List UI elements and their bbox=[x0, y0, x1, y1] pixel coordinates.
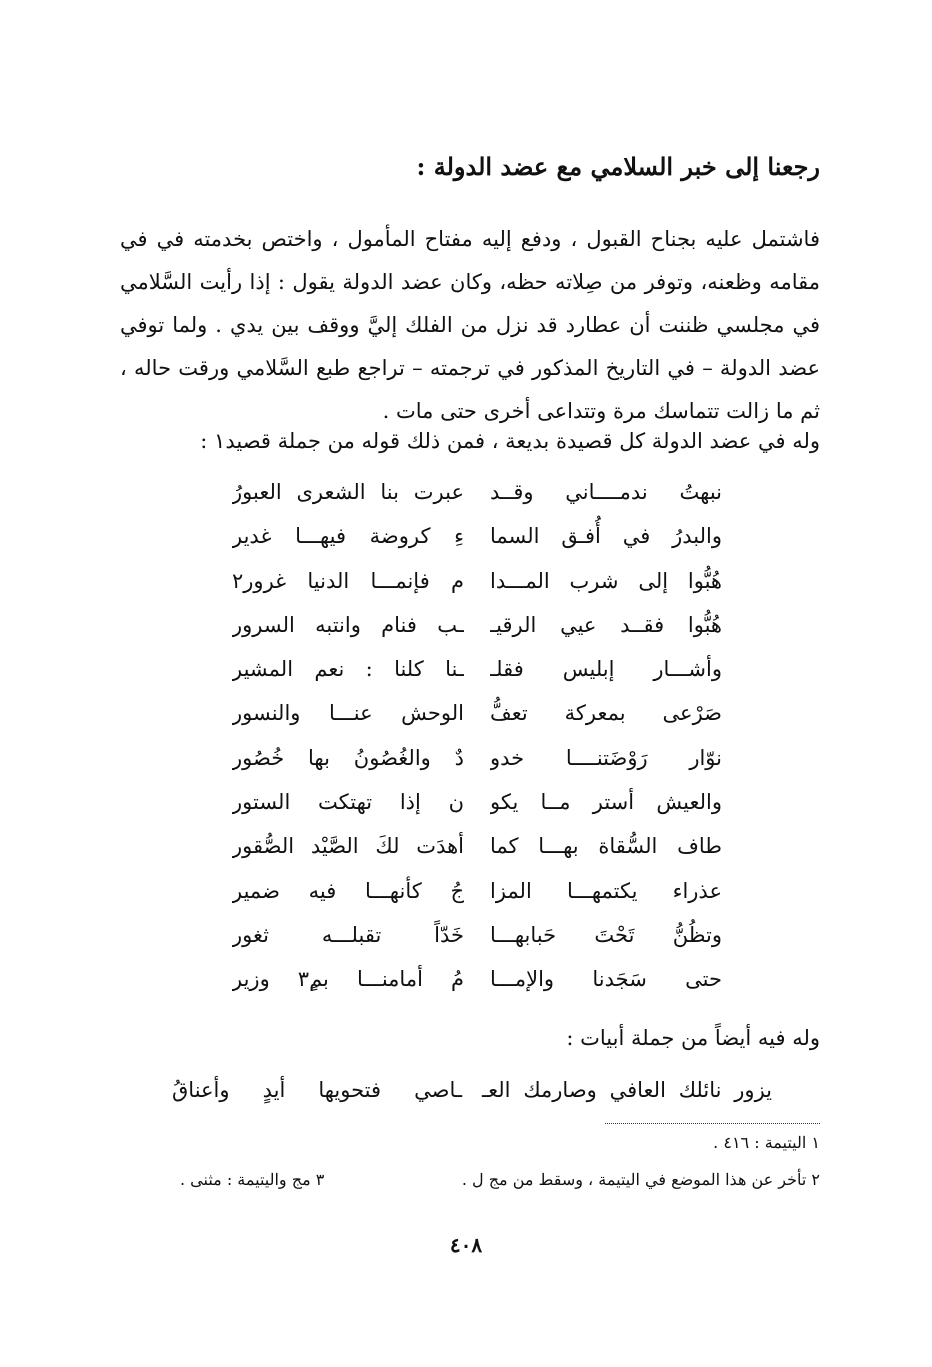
footnote-3: ٣ مج واليتيمة : مثنى . bbox=[180, 1170, 325, 1189]
footnote-2: ٢ تأخر عن هذا الموضع في اليتيمة ، وسقط من مج ل . bbox=[461, 1170, 820, 1189]
verse-second-hemistich: جُ كأنهـــا فيه ضمير bbox=[232, 878, 464, 903]
paragraph-3: وله فيه أيضاً من جملة أبيات : bbox=[566, 1026, 820, 1050]
verse-line bbox=[232, 824, 722, 868]
verse-second-hemistich: ءِ كروضة فيهـــا غدير bbox=[232, 524, 464, 549]
paragraph-1: فاشتمل عليه بجناح القبول ، ودفع إليه مفتاح المأمول ، واختص بخدمته في في مقامه وظعنه، وتوفر من صِلاته حظه، وكان عضد الدولة يقول : إذا رأيت السَّلامي في مجلسي ظننت أن عطارد قد نزل من الفلك إليَّ ووقف بين يدي . ولما توفي عضد الدولة – في التاريخ المذكور في ترجمته – تراجع طبع السَّلامي ورقت حاله ، ثم ما زالت تتماسك مرة وتتداعى أخرى حتى مات . bbox=[120, 227, 820, 423]
section-heading: رجعنا إلى خبر السلامي مع عضد الدولة : bbox=[416, 152, 820, 181]
verse-first-hemistich: صَرْعى بمعركة تعفُّ bbox=[490, 701, 722, 726]
footnote-1: ١ اليتيمة : ٤١٦ . bbox=[713, 1133, 820, 1152]
page-number: ٤٠٨ bbox=[449, 1233, 483, 1257]
verse-first-hemistich: وأشـــار إبليس فقلـ bbox=[490, 657, 722, 682]
verse-second-hemistich: عبرت بنا الشعرى العبورُ bbox=[232, 480, 464, 504]
verse-line bbox=[232, 869, 722, 913]
verse-first-hemistich: والبدرُ في أُفـق السما bbox=[490, 524, 722, 549]
verse-first-hemistich: نوّار رَوْضَتنــــا خدو bbox=[490, 745, 722, 770]
verse-second-hemistich: الوحش عنـــا والنسور bbox=[232, 701, 464, 726]
verse-first-hemistich: حتى سَجَدنا والإمـــا bbox=[490, 967, 722, 992]
verse-first-hemistich: عذراء يكتمهـــا المزا bbox=[490, 878, 722, 903]
verse-line bbox=[232, 913, 722, 957]
verse-line bbox=[232, 957, 722, 1001]
verse-second-hemistich: ـب فنام وانتبه السرور bbox=[232, 612, 464, 637]
verse-line bbox=[232, 514, 722, 558]
verse-line bbox=[232, 780, 722, 824]
verse-second-hemistich: أهدَت لكَ الصَّيْد الصُّقور bbox=[232, 834, 464, 859]
final-verse-line bbox=[172, 1068, 772, 1112]
verse-line bbox=[232, 470, 722, 514]
verse-first-hemistich: والعيش أستر مــا يكو bbox=[490, 790, 722, 815]
paragraph-2: وله في عضد الدولة كل قصيدة بديعة ، فمن ذلك قوله من جملة قصيد١ : bbox=[200, 429, 820, 453]
verse-first-hemistich: نبهتُ ندمــــاني وقــد bbox=[490, 480, 722, 504]
verse-first-hemistich: يزور نائلك العافي وصارمك العـ bbox=[482, 1078, 772, 1102]
verse-line bbox=[232, 736, 722, 780]
verse-second-hemistich: م فإنمـــا الدنيا غرور٢ bbox=[232, 568, 464, 593]
verse-second-hemistich: مُ أمامنـــا بم٣ٍ وزير bbox=[232, 967, 464, 992]
verse-second-hemistich: ـاصي فتحويها أيدٍ وأعناقُ bbox=[172, 1078, 462, 1102]
verse-line bbox=[232, 647, 722, 691]
poem-verses bbox=[232, 470, 722, 1002]
verse-second-hemistich: دٌ والغُصُونُ بها خُصُور bbox=[232, 745, 464, 770]
verse-second-hemistich: خَدّاً تقبلـــه ثغور bbox=[232, 922, 464, 947]
verse-second-hemistich: ـنا كلنا : نعم المشير bbox=[232, 657, 464, 682]
verse-line bbox=[232, 691, 722, 735]
verse-line bbox=[232, 603, 722, 647]
verse-first-hemistich: وتظُنُّ تَحْتَ حَبابهـــا bbox=[490, 922, 722, 947]
verse-first-hemistich: هُبُّوا إلى شرب المـــدا bbox=[490, 568, 722, 593]
footnote-divider bbox=[605, 1123, 820, 1124]
verse-first-hemistich: هُبُّوا فقــد عيي الرقيـ bbox=[490, 612, 722, 637]
verse-second-hemistich: ن إذا تهتكت الستور bbox=[232, 790, 464, 815]
verse-first-hemistich: طاف السُّقاة بهـــا كما bbox=[490, 834, 722, 859]
verse-line bbox=[232, 559, 722, 603]
